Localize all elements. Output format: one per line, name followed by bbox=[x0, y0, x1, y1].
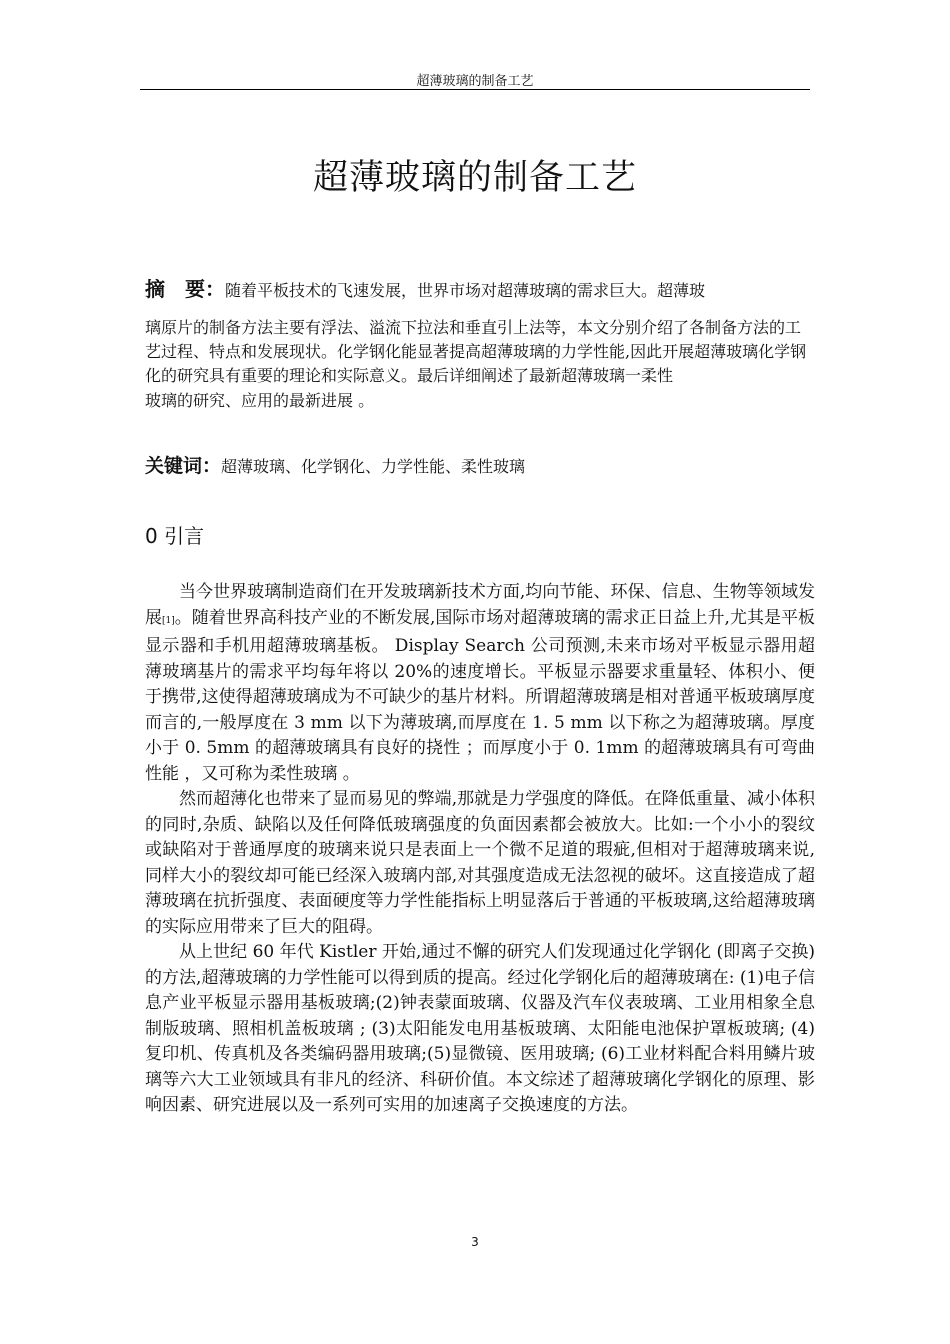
abstract-body: 璃原片的制备方法主要有浮法、溢流下拉法和垂直引上法等，本文分别介绍了各制备方法的工艺过程、特点和发展现状。化学钢化能显著提高超薄玻璃的力学性能,因此开展超薄玻璃化学钢化的研究具有重要的理论和实际意义。最后详细阐述了最新超薄玻璃一柔性 bbox=[145, 318, 807, 385]
page-number: 3 bbox=[471, 1235, 479, 1249]
paragraph-1-start: 当今世界玻璃制造商们在开发玻璃新技术方面,均向节能、环保、信息、生物等领域发展 bbox=[145, 582, 815, 628]
abstract bbox=[145, 276, 810, 411]
header-rule bbox=[140, 89, 810, 90]
citation-marker: [1] bbox=[162, 615, 175, 626]
keywords-label: 关键词： bbox=[145, 455, 222, 477]
paragraph-3: 从上世纪 60 年代 Kistler 开始,通过不懈的研究人们发现通过化学钢化 (即离子交换)的方法,超薄玻璃的力学性能可以得到质的提高。经过化学钢化后的超薄玻璃在: (1)电子信息产业平板显示器用基板玻璃;(2)钟表蒙面玻璃、仪器及汽车仪表玻璃、工业用相象全息制版玻璃、照相机盖板玻璃 ; (3)太阳能发电用基板玻璃、太阳能电池保护罩板玻璃; (4)复印机、传真机及各类编码器用玻璃;(5)显微镜、医用玻璃; (6)工业材料配合料用鳞片玻璃等六大工业领域具有非凡的经济、科研价值。本文综述了超薄玻璃化学钢化的原理、影响因素、研究进展以及一系列可实用的加速离子交换速度的方法。 bbox=[145, 942, 815, 1115]
keywords-text: 超薄玻璃、化学钢化、力学性能、柔性玻璃 bbox=[221, 457, 526, 476]
running-header: 超薄玻璃的制备工艺 bbox=[416, 74, 534, 89]
paragraph-2: 然而超薄化也带来了显而易见的弊端,那就是力学强度的降低。在降低重量、减小体积的同时,杂质、缺陷以及任何降低玻璃强度的负面因素都会被放大。比如:一个小小的裂纹或缺陷对于普通厚度的玻璃来说只是表面上一个微不足道的瑕疵,但相对于超薄玻璃来说,同样大小的裂纹却可能已经深入玻璃内部,对其强度造成无法忽视的破坏。这直接造成了超薄玻璃在抗折强度、表面硬度等力学性能指标上明显落后于普通的平板玻璃,这给超薄玻璃的实际应用带来了巨大的阻碍。 bbox=[145, 789, 815, 937]
keywords bbox=[145, 451, 810, 478]
page-title: 超薄玻璃的制备工艺 bbox=[312, 158, 637, 198]
section-heading-introduction: 0 引言 bbox=[145, 524, 205, 548]
abstract-line1-text: 随着平板技术的飞速发展，世界市场对超薄玻璃的需求巨大。超薄玻 bbox=[225, 281, 706, 300]
body-text bbox=[145, 580, 815, 1119]
abstract-label: 摘 要： bbox=[145, 277, 225, 301]
paragraph-1 bbox=[145, 580, 815, 787]
abstract-tail: 玻璃的研究、应用的最新进展 。 bbox=[145, 391, 375, 410]
abstract-first-line bbox=[145, 276, 810, 304]
paragraph-1-end: 。随着世界高科技产业的不断发展,国际市场对超薄玻璃的需求正日益上升,尤其是平板显示器和手机用超薄玻璃基板。 Display Search 公司预测,未来市场对平板显示器用超薄玻璃基片的需求平均每年将以 20%的速度增长。平板显示器要求重量轻、体积小、便于携带,这使得超薄玻璃成为不可缺少的基片材料。所谓超薄玻璃是相对普通平板玻璃厚度而言的,一般厚度在 3 mm 以下为薄玻璃,而厚度在 1. 5 mm 以下称之为超薄玻璃。厚度小于 0. 5mm 的超薄玻璃具有良好的挠性 ；而厚度小于 0. 1mm 的超薄玻璃具有可弯曲性能 ，又可称为柔性玻璃 。 bbox=[145, 607, 815, 784]
